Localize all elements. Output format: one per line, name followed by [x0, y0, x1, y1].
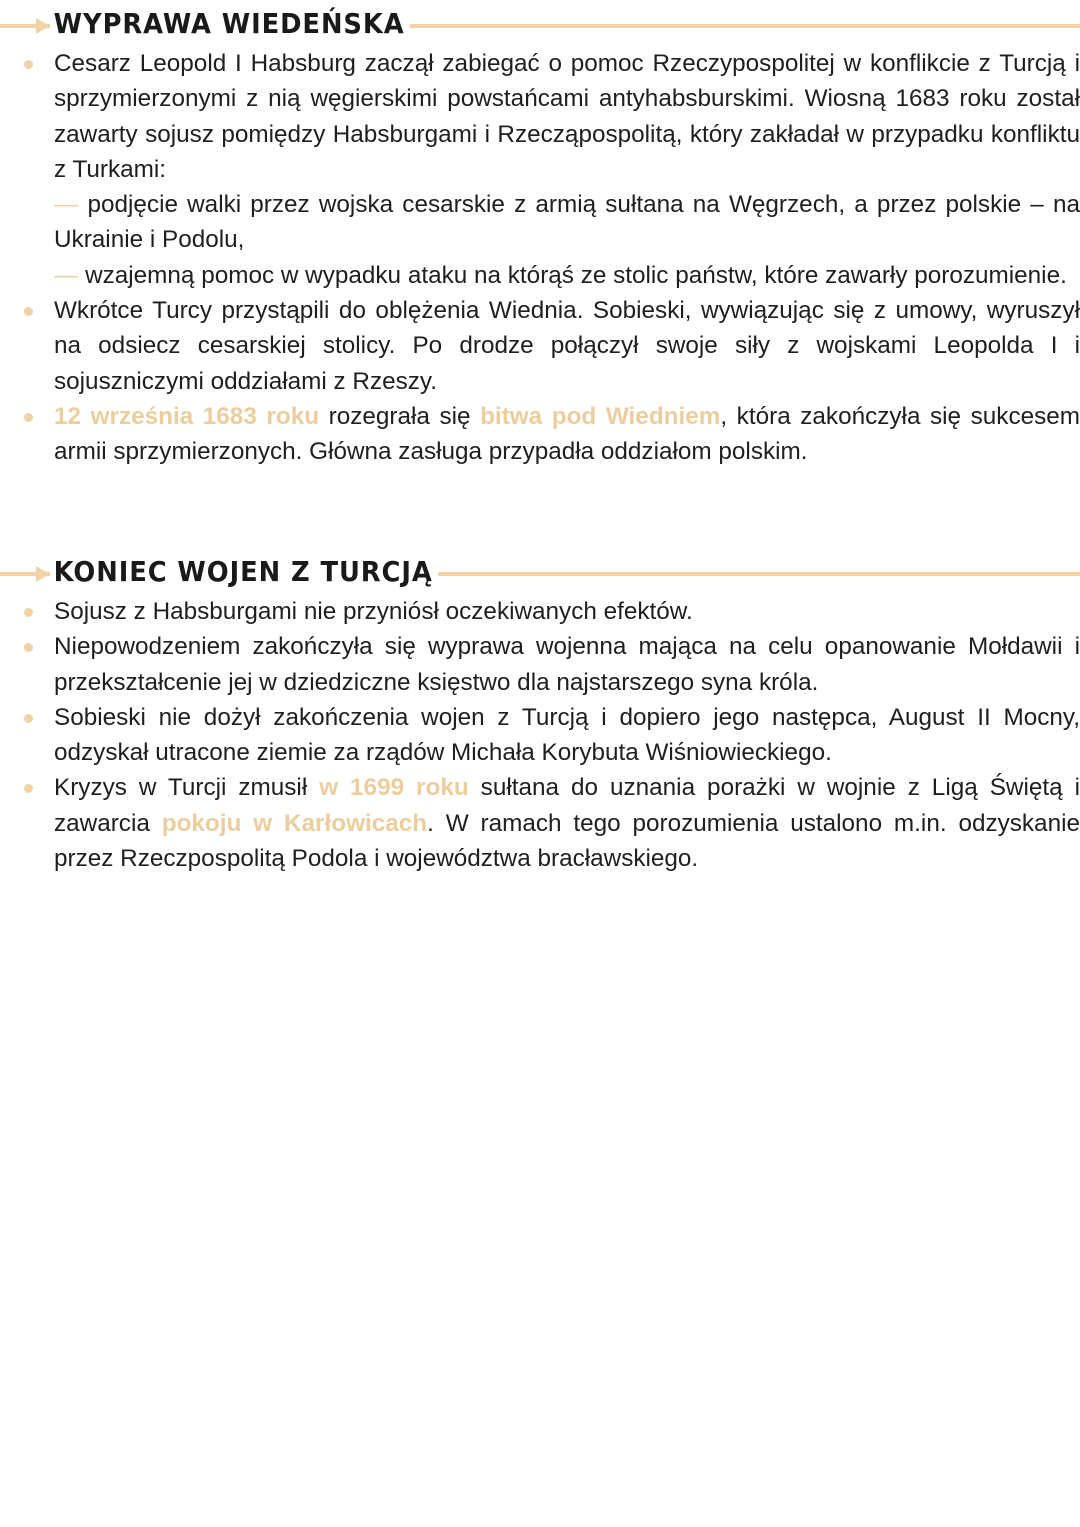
sub-item-text: podjęcie walki przez wojska cesarskie z armią sułtana na Węgrzech, a przez polskie – na Ukrainie i Podolu,: [54, 191, 1080, 254]
highlight-battle: bitwa pod Wiedniem: [480, 402, 721, 430]
list-item: [54, 46, 1080, 293]
bullet-text: Sojusz z Habsburgami nie przyniósł oczekiwanych efektów.: [54, 598, 693, 625]
list-item: [54, 293, 1080, 399]
section-heading-row: [0, 548, 1080, 594]
bullet-text: Kryzys w Turcji zmusił: [54, 774, 320, 802]
arrow-right-icon: [36, 566, 50, 582]
list-item: [54, 399, 1080, 470]
bullet-text: Sobieski nie dożył zakończenia wojen z Turcją i dopiero jego następca, August II Mocny, odzyskał utracone ziemie za rządów Michała Korybuta Wiśniowieckiego.: [54, 703, 1080, 767]
section-wyprawa-wiedenska: [0, 0, 1080, 470]
bullet-text: rozegrała się: [319, 402, 481, 430]
section-title: WYPRAWA WIEDEŃSKA: [50, 4, 410, 44]
section-heading-row: [0, 0, 1080, 46]
sub-item-text: wzajemną pomoc w wypadku ataku na którąś ze stolic państw, które zawarły porozumienie.: [85, 261, 1067, 289]
section-koniec-wojen: [0, 548, 1080, 876]
bullet-text: Cesarz Leopold I Habsburg zaczął zabiegać o pomoc Rzeczypospolitej w konflikcie z Turcją i sprzymierzonymi z nią węgierskimi powstańcami antyhabsburskimi. Wiosną 1683 roku został zawarty sojusz pomiędzy Habsburgami i Rzecząpospolitą, który zakładał w przypadku konfliktu z Turkami:: [54, 50, 1080, 183]
list-item: [54, 700, 1080, 771]
highlight-date: 12 września 1683 roku: [54, 402, 320, 430]
bullet-text: . W ramach tego porozumienia ustalono m.in. odzyskanie przez Rzeczpospolitą Podola i województwa bracławskiego.: [54, 809, 1080, 873]
dash-icon: —: [54, 261, 79, 289]
section-title: KONIEC WOJEN Z TURCJĄ: [50, 552, 438, 592]
bullet-text: Wkrótce Turcy przystąpili do oblężenia Wiednia. Sobieski, wywiązując się z umowy, wyruszył na odsiecz cesarskiej stolicy. Po drodze połączył swoje siły z wojskami Leopolda I i sojuszniczymi oddziałami z Rzeszy.: [54, 297, 1080, 395]
list-item: [54, 629, 1080, 700]
highlight-treaty: pokoju w Karłowicach: [161, 809, 428, 837]
list-item: [54, 594, 1080, 629]
arrow-right-icon: [36, 18, 50, 34]
bullet-text: Niepowodzeniem zakończyła się wyprawa wojenna mająca na celu opanowanie Mołdawii i przekształcenie jej w dziedziczne księstwo dla najstarszego syna króla.: [54, 633, 1080, 696]
sub-item: [54, 187, 1080, 258]
highlight-date: w 1699 roku: [319, 774, 469, 802]
bullet-text: , która zakończyła się sukcesem armii sprzymierzonych. Główna zasługa przypadła oddziałom polskim.: [54, 402, 1080, 466]
list-item: [54, 770, 1080, 876]
bullet-list: [0, 46, 1080, 470]
sub-item: [54, 258, 1080, 293]
dash-icon: —: [54, 191, 79, 219]
bullet-list: [0, 594, 1080, 876]
bullet-text: sułtana do uznania porażki w wojnie z Ligą Świętą i zawarcia: [54, 774, 1080, 837]
